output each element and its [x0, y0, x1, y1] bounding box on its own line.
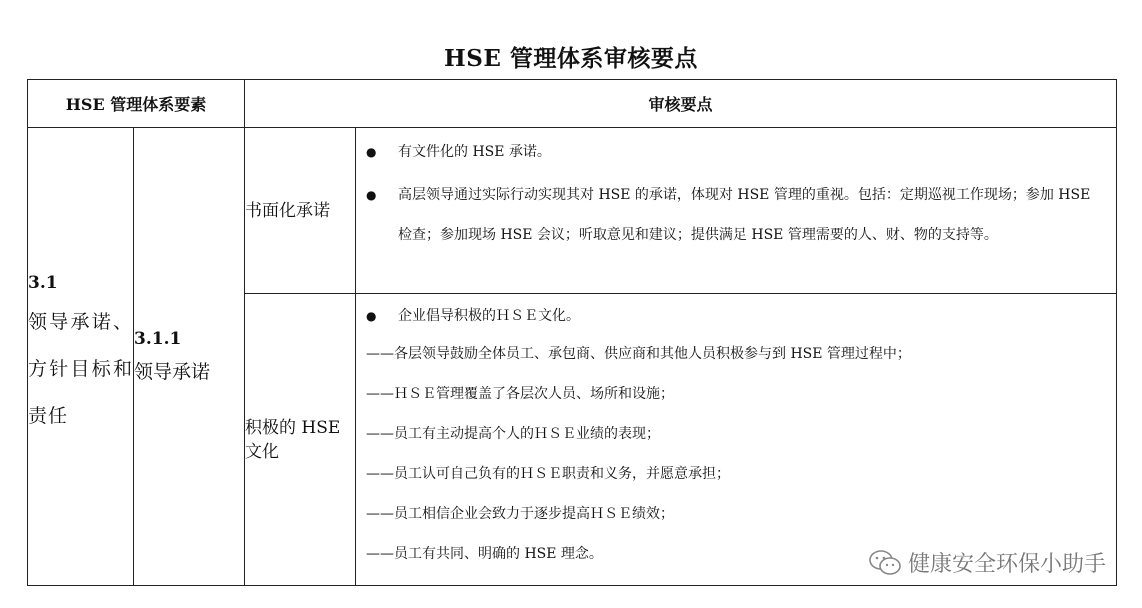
hse-audit-table [27, 79, 1117, 586]
subsection-cell [134, 128, 245, 586]
table-row [28, 128, 1117, 294]
audit-points-cell [356, 294, 1117, 586]
header-audit-points-column: 审核要点 [245, 80, 1117, 128]
category-cell: 书面化承诺 [245, 128, 356, 294]
watermark-text: 健康安全环保小助手 [907, 552, 1106, 577]
bullet-item: ● 高层领导通过实际行动实现其对 HSE 的承诺，体现对 HSE 管理的重视。包括：定期巡视工作现场；参加 HSE 检查；参加现场 HSE 会议；听取意见和建议；提供满足 HSE 管理需要的人、财、物的支持等。 [366, 175, 1108, 255]
header-element-column: HSE 管理体系要素 [28, 80, 245, 128]
category-cell: 积极的 HSE 文化 [245, 294, 356, 586]
dash-item: ——员工有共同、明确的 HSE 理念。 [366, 546, 603, 562]
dash-item: ——各层领导鼓励全体员工、承包商、供应商和其他人员积极参与到 HSE 管理过程中； [366, 346, 911, 362]
subsection-name: 领导承诺 [134, 361, 211, 383]
bullet-icon: ● [366, 188, 377, 202]
section-number: 3.1 [28, 273, 58, 293]
dash-item: ——员工相信企业会致力于逐步提高ＨＳＥ绩效； [366, 506, 675, 522]
page-title: HSE 管理体系审核要点 [444, 45, 698, 72]
table-header-row [28, 80, 1117, 128]
watermark [868, 547, 1106, 578]
dash-item: ——员工认可自己负有的ＨＳＥ职责和义务，并愿意承担； [366, 466, 731, 482]
dash-item: ——员工有主动提高个人的ＨＳＥ业绩的表现； [366, 426, 661, 442]
bullet-item: ● 有文件化的 HSE 承诺。 [366, 144, 551, 160]
bullet-item: ● 企业倡导积极的ＨＳＥ文化。 [366, 308, 581, 324]
dash-item: ——ＨＳＥ管理覆盖了各层次人员、场所和设施； [366, 386, 675, 402]
section-cell [28, 128, 134, 586]
audit-points-cell [356, 128, 1117, 294]
section-name: 领导承诺、方针目标和责任 [28, 311, 133, 427]
subsection-number: 3.1.1 [134, 329, 182, 349]
wechat-icon [868, 549, 902, 577]
bullet-icon: ● [366, 145, 377, 159]
bullet-icon: ● [366, 309, 377, 323]
